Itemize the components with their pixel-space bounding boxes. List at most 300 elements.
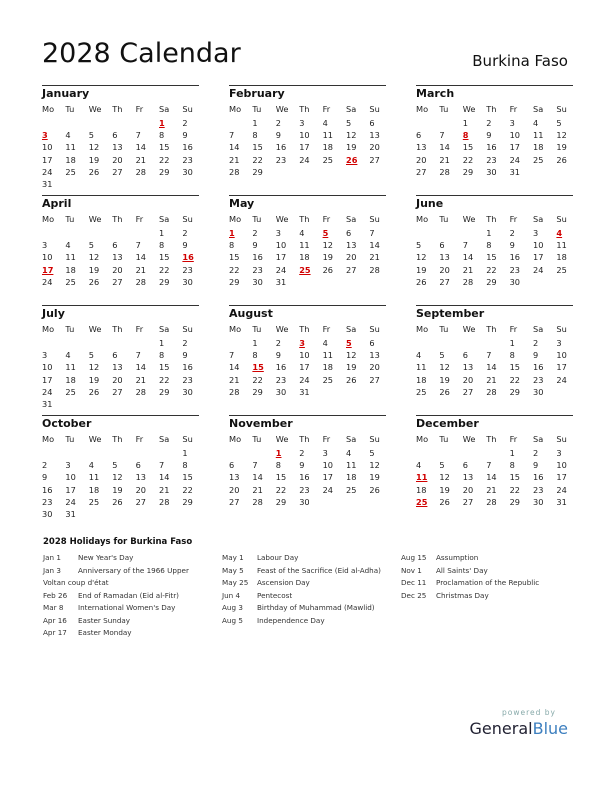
day-number: 13 (112, 142, 123, 153)
holiday-day: 3 (299, 338, 305, 348)
day-number: 15 (462, 142, 474, 153)
day-number: 22 (486, 264, 497, 275)
day-number: 24 (65, 496, 76, 507)
day-number: 4 (299, 228, 305, 238)
month-divider (416, 195, 573, 196)
day-number: 15 (229, 252, 240, 263)
day-number: 23 (486, 154, 497, 165)
day-number: 20 (112, 264, 123, 275)
holiday-day: 4 (556, 228, 563, 238)
day-number: 10 (42, 142, 53, 153)
weekday-header: Th (299, 104, 310, 114)
holiday-name: Christmas Day (436, 590, 489, 600)
day-number: 29 (159, 166, 170, 177)
weekday-header: Tu (65, 324, 75, 334)
day-number: 19 (88, 264, 100, 275)
weekday-header: We (88, 324, 102, 334)
weekday-header: Fr (509, 324, 518, 334)
weekday-header: Tu (439, 214, 449, 224)
footer-brand (448, 708, 568, 738)
holiday-date: May 25 (222, 578, 249, 587)
holiday-name: Easter Sunday (78, 615, 131, 625)
day-number: 20 (369, 142, 380, 153)
day-number: 26 (88, 276, 100, 287)
holiday-date: Aug 3 (222, 603, 243, 612)
day-number: 30 (42, 509, 53, 519)
holiday-name: Proclamation of the Republic (436, 578, 540, 587)
day-number: 1 (486, 228, 492, 238)
weekday-header: Sa (346, 324, 357, 334)
day-number: 15 (182, 472, 193, 483)
holiday-row (401, 553, 539, 566)
day-number: 20 (369, 362, 380, 373)
day-number: 31 (556, 496, 567, 507)
weekday-header: Fr (135, 324, 144, 334)
day-number: 9 (275, 130, 282, 141)
day-number: 13 (346, 240, 357, 251)
day-number: 2 (182, 228, 188, 238)
day-number: 27 (112, 386, 123, 397)
day-number: 29 (462, 166, 474, 177)
month-name: May (229, 197, 255, 210)
day-number: 1 (252, 118, 258, 128)
day-number: 9 (486, 130, 492, 141)
day-number: 8 (229, 240, 235, 251)
day-number: 18 (299, 252, 310, 263)
day-number: 11 (556, 240, 567, 251)
day-number: 5 (439, 460, 445, 471)
day-number: 22 (509, 484, 521, 495)
holiday-date: Aug 15 (401, 553, 427, 562)
day-number: 5 (369, 448, 375, 458)
month-divider (42, 85, 199, 86)
day-number: 25 (533, 154, 544, 165)
day-number: 23 (509, 264, 521, 275)
weekday-header: Th (486, 324, 497, 334)
holiday-name: Birthday of Muhammad (Mawlid) (257, 603, 375, 612)
day-number: 18 (416, 374, 427, 385)
day-number: 4 (346, 448, 352, 458)
weekday-header: Tu (252, 434, 262, 444)
day-number: 12 (346, 350, 357, 361)
day-number: 28 (369, 264, 380, 275)
day-number: 14 (486, 362, 497, 373)
day-number: 18 (322, 142, 334, 153)
day-number: 3 (509, 118, 515, 128)
weekday-header: Tu (252, 104, 262, 114)
weekday-header: We (275, 434, 289, 444)
holiday-date: Nov 1 (401, 565, 422, 575)
day-number: 2 (299, 448, 305, 458)
day-number: 3 (65, 460, 71, 471)
day-number: 23 (299, 484, 310, 495)
day-number: 17 (42, 154, 53, 165)
page-title: 2028 Calendar (42, 38, 241, 69)
day-number: 10 (533, 240, 544, 251)
holiday-row (401, 578, 539, 591)
holiday-day: 5 (346, 338, 352, 348)
day-number: 19 (346, 362, 357, 373)
day-number: 17 (299, 362, 310, 373)
weekday-header: Su (556, 104, 567, 114)
day-number: 25 (556, 264, 567, 275)
day-number: 26 (112, 496, 123, 507)
day-number: 29 (252, 386, 263, 397)
month-divider (229, 415, 386, 416)
day-number: 12 (346, 130, 357, 141)
day-number: 22 (462, 154, 474, 165)
day-number: 17 (533, 252, 544, 263)
day-number: 19 (88, 374, 100, 385)
day-number: 22 (182, 484, 193, 495)
day-number: 22 (252, 154, 263, 165)
day-number: 21 (486, 374, 497, 385)
day-number: 5 (346, 118, 352, 128)
day-number: 8 (159, 240, 165, 251)
weekday-header: Th (486, 434, 497, 444)
day-number: 17 (556, 362, 567, 373)
holiday-name: New Year's Day (78, 553, 134, 562)
day-number: 13 (135, 472, 147, 483)
day-number: 23 (182, 154, 193, 165)
day-number: 26 (416, 276, 427, 287)
day-number: 16 (533, 472, 544, 483)
month-divider (416, 415, 573, 416)
day-number: 18 (88, 484, 100, 495)
day-number: 15 (509, 472, 521, 483)
day-number: 14 (462, 252, 474, 263)
day-number: 25 (322, 374, 334, 385)
weekday-header: Tu (65, 214, 75, 224)
weekday-header: Mo (229, 104, 242, 114)
day-number: 24 (556, 374, 567, 385)
weekday-header: We (275, 214, 289, 224)
day-number: 16 (509, 252, 521, 263)
day-number: 17 (322, 472, 334, 483)
holiday-name: Feast of the Sacrifice (Eid al-Adha) (257, 565, 381, 575)
holiday-day: 8 (462, 130, 469, 141)
holiday-date: Feb 26 (43, 590, 68, 600)
holiday-day: 15 (252, 362, 264, 373)
holiday-row (43, 553, 189, 566)
day-number: 13 (462, 362, 474, 373)
day-number: 16 (299, 472, 310, 483)
month-divider (229, 305, 386, 306)
day-number: 1 (182, 448, 188, 458)
month-name: July (42, 307, 65, 320)
day-number: 16 (533, 362, 544, 373)
day-number: 22 (159, 154, 170, 165)
month-divider (416, 305, 573, 306)
day-number: 15 (159, 362, 170, 373)
day-number: 25 (346, 484, 357, 495)
weekday-header: Mo (229, 214, 242, 224)
day-number: 17 (65, 484, 76, 495)
day-number: 15 (159, 252, 170, 263)
day-number: 21 (462, 264, 474, 275)
holiday-column-3 (401, 553, 539, 603)
month-name: November (229, 417, 293, 430)
month-january (42, 85, 199, 189)
holiday-date: May 5 (222, 565, 244, 575)
day-number: 7 (369, 228, 375, 238)
day-number: 4 (322, 118, 328, 128)
day-number: 31 (42, 179, 53, 189)
weekday-header: Tu (252, 214, 262, 224)
country-name: Burkina Faso (472, 52, 568, 70)
day-number: 5 (556, 118, 562, 128)
day-number: 6 (462, 460, 469, 471)
day-number: 1 (509, 338, 515, 348)
day-number: 13 (229, 472, 240, 483)
day-number: 16 (182, 362, 193, 373)
day-number: 26 (346, 374, 357, 385)
holiday-column-1 (43, 553, 189, 641)
day-number: 31 (299, 386, 310, 397)
weekday-header: Sa (346, 214, 357, 224)
day-number: 9 (509, 240, 515, 251)
weekday-header: Mo (416, 324, 429, 334)
day-number: 13 (112, 252, 123, 263)
weekday-header: Sa (533, 324, 544, 334)
day-number: 18 (416, 484, 427, 495)
day-number: 9 (533, 350, 539, 361)
month-name: August (229, 307, 273, 320)
day-number: 9 (42, 472, 48, 483)
month-divider (42, 415, 199, 416)
day-number: 7 (486, 350, 492, 361)
holiday-row (401, 566, 539, 579)
day-number: 19 (556, 142, 567, 153)
day-number: 28 (135, 166, 147, 177)
day-number: 2 (182, 118, 188, 128)
holiday-name: Pentecost (257, 590, 293, 600)
holiday-day: 25 (299, 264, 311, 275)
day-number: 10 (275, 240, 287, 251)
day-number: 21 (369, 252, 380, 263)
day-number: 4 (65, 350, 71, 361)
holiday-row (43, 578, 189, 591)
day-number: 27 (135, 496, 147, 507)
holiday-day: 17 (42, 264, 54, 275)
day-number: 28 (229, 386, 240, 397)
holiday-date: Jan 3 (43, 565, 61, 575)
day-number: 26 (322, 264, 334, 275)
day-number: 25 (65, 276, 76, 287)
day-number: 8 (252, 130, 258, 141)
day-number: 25 (65, 166, 76, 177)
weekday-header: We (275, 104, 289, 114)
day-number: 31 (275, 276, 287, 287)
day-number: 20 (462, 484, 474, 495)
day-number: 17 (42, 374, 53, 385)
holiday-name: Independence Day (257, 615, 325, 625)
day-number: 29 (229, 276, 240, 287)
holiday-date: Dec 11 (401, 578, 427, 587)
day-number: 25 (416, 386, 427, 397)
day-number: 7 (135, 350, 141, 361)
day-number: 22 (159, 264, 170, 275)
weekday-header: We (462, 324, 476, 334)
day-number: 18 (65, 264, 76, 275)
day-number: 23 (42, 496, 53, 507)
holiday-name: Easter Monday (78, 628, 132, 637)
day-number: 24 (509, 154, 521, 165)
day-number: 6 (135, 460, 141, 471)
day-number: 30 (182, 386, 193, 397)
day-number: 12 (112, 472, 123, 483)
day-number: 14 (135, 142, 147, 153)
day-number: 21 (159, 484, 170, 495)
day-number: 6 (346, 228, 352, 238)
day-number: 30 (486, 166, 497, 177)
day-number: 14 (486, 472, 497, 483)
day-number: 18 (346, 472, 357, 483)
holiday-row (43, 628, 189, 641)
day-number: 14 (229, 142, 240, 153)
day-number: 10 (509, 130, 521, 141)
day-number: 8 (509, 460, 515, 471)
day-number: 11 (322, 350, 334, 361)
weekday-header: Su (556, 214, 567, 224)
day-number: 26 (88, 166, 100, 177)
day-number: 14 (135, 252, 147, 263)
day-number: 18 (322, 362, 334, 373)
day-number: 16 (486, 142, 497, 153)
weekday-header: We (462, 104, 476, 114)
day-number: 7 (135, 240, 141, 251)
weekday-header: Su (556, 434, 567, 444)
holiday-name: Labour Day (257, 553, 299, 562)
weekday-header: Tu (439, 104, 449, 114)
day-number: 27 (229, 496, 240, 507)
month-divider (42, 195, 199, 196)
weekday-header: Sa (533, 214, 544, 224)
month-divider (229, 85, 386, 86)
holiday-day: 1 (275, 448, 282, 458)
brand-logo (448, 719, 568, 738)
month-divider (229, 195, 386, 196)
day-number: 6 (439, 240, 445, 251)
day-number: 19 (439, 374, 450, 385)
weekday-header: Th (112, 434, 123, 444)
weekday-header: Mo (416, 104, 429, 114)
day-number: 3 (275, 228, 282, 238)
holiday-name: Voltan coup d'état (43, 578, 109, 587)
day-number: 9 (182, 240, 188, 251)
day-number: 21 (135, 264, 147, 275)
day-number: 8 (182, 460, 188, 471)
day-number: 28 (135, 386, 147, 397)
day-number: 12 (322, 240, 334, 251)
weekday-header: Fr (322, 214, 331, 224)
day-number: 15 (275, 472, 287, 483)
day-number: 26 (88, 386, 100, 397)
day-number: 3 (556, 338, 562, 348)
day-number: 1 (159, 338, 165, 348)
day-number: 7 (439, 130, 445, 141)
weekday-header: Sa (346, 434, 357, 444)
day-number: 24 (275, 264, 287, 275)
day-number: 27 (462, 386, 474, 397)
weekday-header: Su (369, 324, 380, 334)
holiday-row (222, 578, 381, 591)
day-number: 23 (252, 264, 263, 275)
day-number: 28 (462, 276, 474, 287)
powered-by-label: powered by (502, 708, 556, 717)
day-number: 24 (42, 166, 53, 177)
weekday-header: Fr (322, 104, 331, 114)
day-number: 21 (135, 374, 147, 385)
day-number: 17 (299, 142, 310, 153)
month-december (416, 415, 573, 515)
weekday-header: Su (182, 324, 193, 334)
day-number: 22 (509, 374, 521, 385)
day-number: 23 (182, 374, 193, 385)
weekday-header: Fr (135, 214, 144, 224)
day-number: 6 (112, 350, 118, 361)
day-number: 26 (369, 484, 380, 495)
day-number: 24 (299, 154, 310, 165)
weekday-header: Th (112, 324, 123, 334)
day-number: 20 (112, 374, 123, 385)
day-number: 18 (65, 374, 76, 385)
day-number: 22 (229, 264, 240, 275)
holiday-row (43, 616, 189, 629)
holiday-name: International Women's Day (78, 603, 176, 612)
day-number: 26 (556, 154, 567, 165)
day-number: 14 (369, 240, 380, 251)
day-number: 11 (65, 252, 76, 263)
holiday-date: Dec 25 (401, 590, 427, 600)
day-number: 15 (486, 252, 497, 263)
weekday-header: Tu (439, 434, 449, 444)
month-august (229, 305, 386, 405)
day-number: 30 (182, 276, 193, 287)
weekday-header: Fr (509, 214, 518, 224)
day-number: 8 (509, 350, 515, 361)
month-october (42, 415, 199, 519)
day-number: 4 (65, 240, 71, 251)
day-number: 26 (439, 496, 450, 507)
day-number: 18 (65, 154, 76, 165)
weekday-header: Mo (229, 434, 242, 444)
day-number: 22 (275, 484, 287, 495)
day-number: 14 (439, 142, 450, 153)
weekday-header: Su (182, 434, 193, 444)
holiday-row (222, 566, 381, 579)
day-number: 2 (42, 460, 48, 471)
day-number: 8 (486, 240, 492, 251)
weekday-header: Su (369, 104, 380, 114)
weekday-header: Th (112, 214, 123, 224)
day-number: 22 (159, 374, 170, 385)
day-number: 12 (88, 252, 100, 263)
day-number: 10 (556, 460, 567, 471)
weekday-header: Tu (65, 434, 75, 444)
day-number: 17 (275, 252, 287, 263)
day-number: 10 (556, 350, 567, 361)
day-number: 11 (416, 362, 427, 373)
weekday-header: Mo (42, 214, 55, 224)
holiday-row (43, 566, 189, 579)
day-number: 11 (299, 240, 310, 251)
day-number: 29 (159, 276, 170, 287)
day-number: 10 (42, 362, 53, 373)
day-number: 30 (533, 496, 544, 507)
day-number: 1 (462, 118, 469, 128)
day-number: 12 (88, 142, 100, 153)
